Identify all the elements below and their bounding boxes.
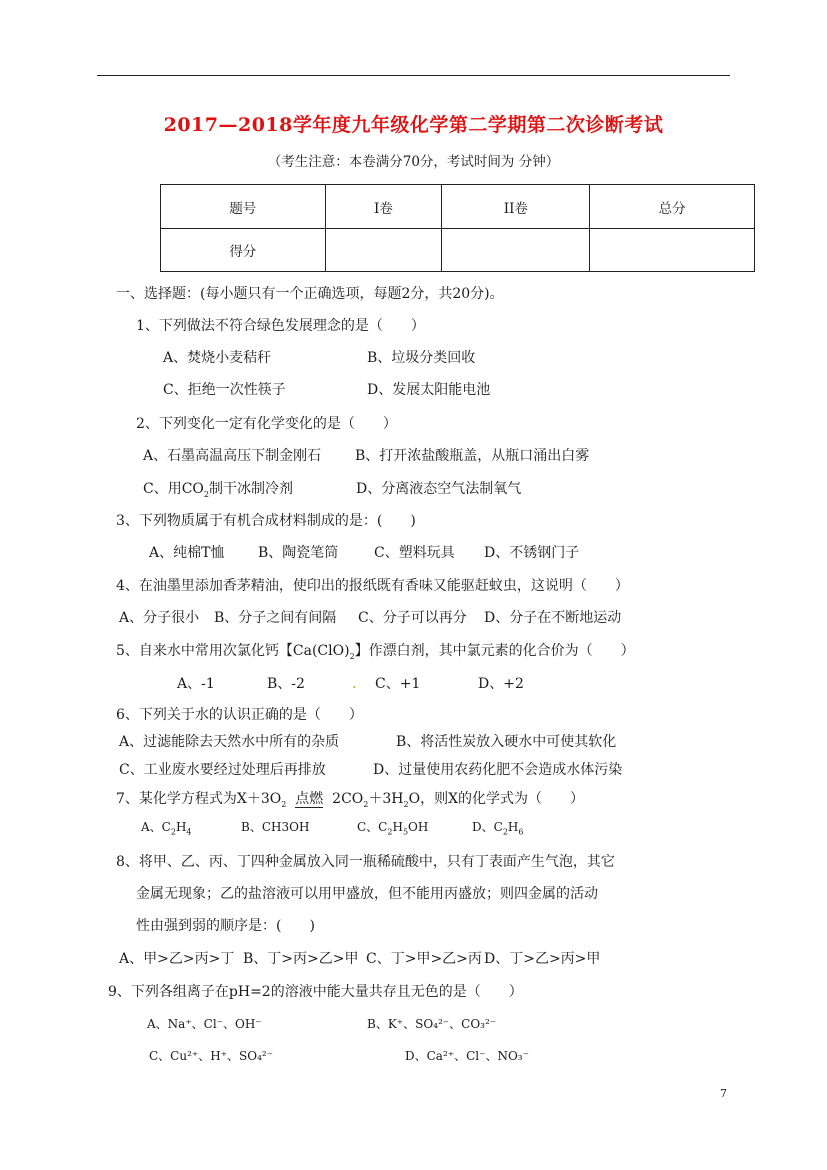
question-2-option-b: B、打开浓盐酸瓶盖，从瓶口涌出白雾 bbox=[355, 448, 590, 464]
question-9-option-b: B、K⁺、SO₄²⁻、CO₃²⁻ bbox=[367, 1017, 497, 1031]
question-8-stem-line-2: 金属无现象；乙的盐溶液可以用甲盛放，但不能用丙盛放；则四金属的活动 bbox=[136, 886, 598, 902]
subscript: 2 bbox=[281, 799, 287, 809]
text-part: H bbox=[392, 820, 403, 834]
text-part: 】作漂白剂，其中氯元素的化合价为（ ） bbox=[354, 643, 635, 659]
reaction-condition: 点燃 bbox=[295, 791, 324, 807]
text-part: ＋3H bbox=[368, 791, 404, 807]
question-9-option-c: C、Cu²⁺、H⁺、SO₄²⁻ bbox=[149, 1049, 274, 1063]
question-6-option-a: A、过滤能除去天然水中所有的杂质 bbox=[119, 734, 340, 750]
score-table bbox=[160, 184, 755, 272]
subscript: 2 bbox=[349, 651, 355, 661]
question-6-option-b: B、将活性炭放入硬水中可使其软化 bbox=[396, 734, 617, 750]
subscript: 2 bbox=[387, 827, 393, 837]
question-9-option-a: A、Na⁺、Cl⁻、OH⁻ bbox=[147, 1017, 262, 1031]
subscript: 2 bbox=[170, 827, 176, 837]
text-part: 5、自来水中常用次氯化钙【Ca(ClO) bbox=[116, 643, 350, 659]
question-8-stem-line-3: 性由强到弱的顺序是：( ) bbox=[136, 918, 315, 934]
subscript: 6 bbox=[518, 827, 524, 837]
subscript: 5 bbox=[402, 827, 409, 837]
question-3-option-b: B、陶瓷笔筒 bbox=[258, 545, 339, 561]
question-3-option-a: A、纯棉T恤 bbox=[149, 545, 225, 561]
text-part: 7、某化学方程式为X＋3O bbox=[116, 791, 282, 807]
text-part: A、C bbox=[141, 820, 171, 834]
question-4-option-d: D、分子在不断地运动 bbox=[484, 610, 622, 626]
subscript: 4 bbox=[186, 827, 192, 837]
header-rule bbox=[97, 75, 730, 76]
question-2-stem: 2、下列变化一定有化学变化的是（ ） bbox=[136, 416, 397, 432]
text-part: D、C bbox=[472, 820, 503, 834]
text-part: C、用CO bbox=[143, 481, 204, 497]
question-2-option-c bbox=[143, 478, 293, 498]
question-8-option-c: C、丁>甲>乙>丙 bbox=[366, 951, 482, 967]
question-4-option-a: A、分子很小 bbox=[119, 610, 200, 626]
question-7-stem bbox=[116, 788, 584, 808]
question-9-stem: 9、下列各组离子在pH=2的溶液中能大量共存且无色的是（ ） bbox=[108, 984, 523, 1000]
question-3-option-c: C、塑料玩具 bbox=[374, 545, 455, 561]
question-8-option-b: B、丁>丙>乙>甲 bbox=[243, 951, 359, 967]
page-number: 7 bbox=[720, 1087, 727, 1100]
score-row-label: 得分 bbox=[161, 229, 326, 272]
question-6-option-d: D、过量使用农药化肥不会造成水体污染 bbox=[373, 762, 623, 778]
question-1-option-c: C、拒绝一次性筷子 bbox=[163, 382, 286, 398]
question-6-stem: 6、下列关于水的认识正确的是（ ） bbox=[116, 707, 363, 723]
question-6-option-c: C、工业废水要经过处理后再排放 bbox=[119, 762, 326, 778]
score-cell bbox=[325, 229, 442, 272]
score-table-header-row bbox=[161, 185, 755, 229]
question-7-option-c bbox=[357, 818, 428, 835]
question-5-option-c: C、+1 bbox=[375, 676, 421, 692]
question-1-option-a: A、焚烧小麦秸秆 bbox=[163, 350, 272, 366]
subscript: 2 bbox=[502, 827, 508, 837]
text-part: C、C bbox=[357, 820, 388, 834]
text-part: OH bbox=[408, 820, 429, 834]
question-2-option-a: A、石墨高温高压下制金刚石 bbox=[143, 448, 322, 464]
text-part: H bbox=[175, 820, 187, 834]
question-3-option-d: D、不锈钢门子 bbox=[484, 545, 580, 561]
text-part: O，则X的化学式为（ ） bbox=[408, 791, 585, 807]
question-1-option-b: B、垃圾分类回收 bbox=[367, 350, 476, 366]
score-header-cell: I卷 bbox=[325, 185, 442, 229]
score-cell bbox=[590, 229, 755, 272]
question-2-option-d: D、分离液态空气法制氧气 bbox=[356, 481, 522, 497]
question-4-option-c: C、分子可以再分 bbox=[358, 610, 467, 626]
exam-note: （考生注意：本卷满分70分，考试时间为 分钟） bbox=[267, 154, 560, 170]
subscript: 2 bbox=[403, 799, 409, 809]
question-7-option-d bbox=[472, 818, 523, 835]
score-header-cell: 总分 bbox=[590, 185, 755, 229]
subscript: 2 bbox=[363, 799, 369, 809]
question-5-option-b: B、-2 bbox=[267, 676, 305, 692]
question-1-stem: 1、下列做法不符合绿色发展理念的是（ ） bbox=[136, 318, 425, 334]
question-9-option-d: D、Ca²⁺、Cl⁻、NO₃⁻ bbox=[405, 1049, 529, 1063]
text-part: 2CO bbox=[332, 791, 364, 807]
score-cell bbox=[442, 229, 590, 272]
text-part: 制干冰制冷剂 bbox=[209, 481, 293, 497]
question-5-option-d: D、+2 bbox=[478, 676, 524, 692]
question-7-option-a bbox=[141, 818, 192, 835]
text-part: H bbox=[507, 820, 519, 834]
subscript: 2 bbox=[203, 489, 209, 499]
stray-dot: . bbox=[352, 676, 357, 692]
question-8-stem-line-1: 8、将甲、乙、丙、丁四种金属放入同一瓶稀硫酸中，只有丁表面产生气泡，其它 bbox=[116, 854, 615, 870]
score-header-cell: 题号 bbox=[161, 185, 326, 229]
question-8-option-d: D、丁>乙>丙>甲 bbox=[484, 951, 601, 967]
question-4-option-b: B、分子之间有间隔 bbox=[214, 610, 337, 626]
question-5-stem bbox=[116, 640, 635, 660]
question-5-option-a: A、-1 bbox=[177, 676, 215, 692]
score-header-cell: II卷 bbox=[442, 185, 590, 229]
section-title: 一、选择题：(每小题只有一个正确选项，每题2分，共20分)。 bbox=[116, 286, 504, 302]
question-3-stem: 3、下列物质属于有机合成材料制成的是：( ) bbox=[116, 513, 416, 529]
score-table-row bbox=[161, 229, 755, 272]
question-1-option-d: D、发展太阳能电池 bbox=[367, 382, 491, 398]
question-7-option-b: B、CH3OH bbox=[241, 820, 310, 834]
exam-title: 2017—2018学年度九年级化学第二学期第二次诊断考试 bbox=[163, 114, 664, 136]
question-8-option-a: A、甲>乙>丙>丁 bbox=[119, 951, 235, 967]
question-4-stem: 4、在油墨里添加香茅精油，使印出的报纸既有香味又能驱赶蚊虫，这说明（ ） bbox=[116, 578, 629, 594]
